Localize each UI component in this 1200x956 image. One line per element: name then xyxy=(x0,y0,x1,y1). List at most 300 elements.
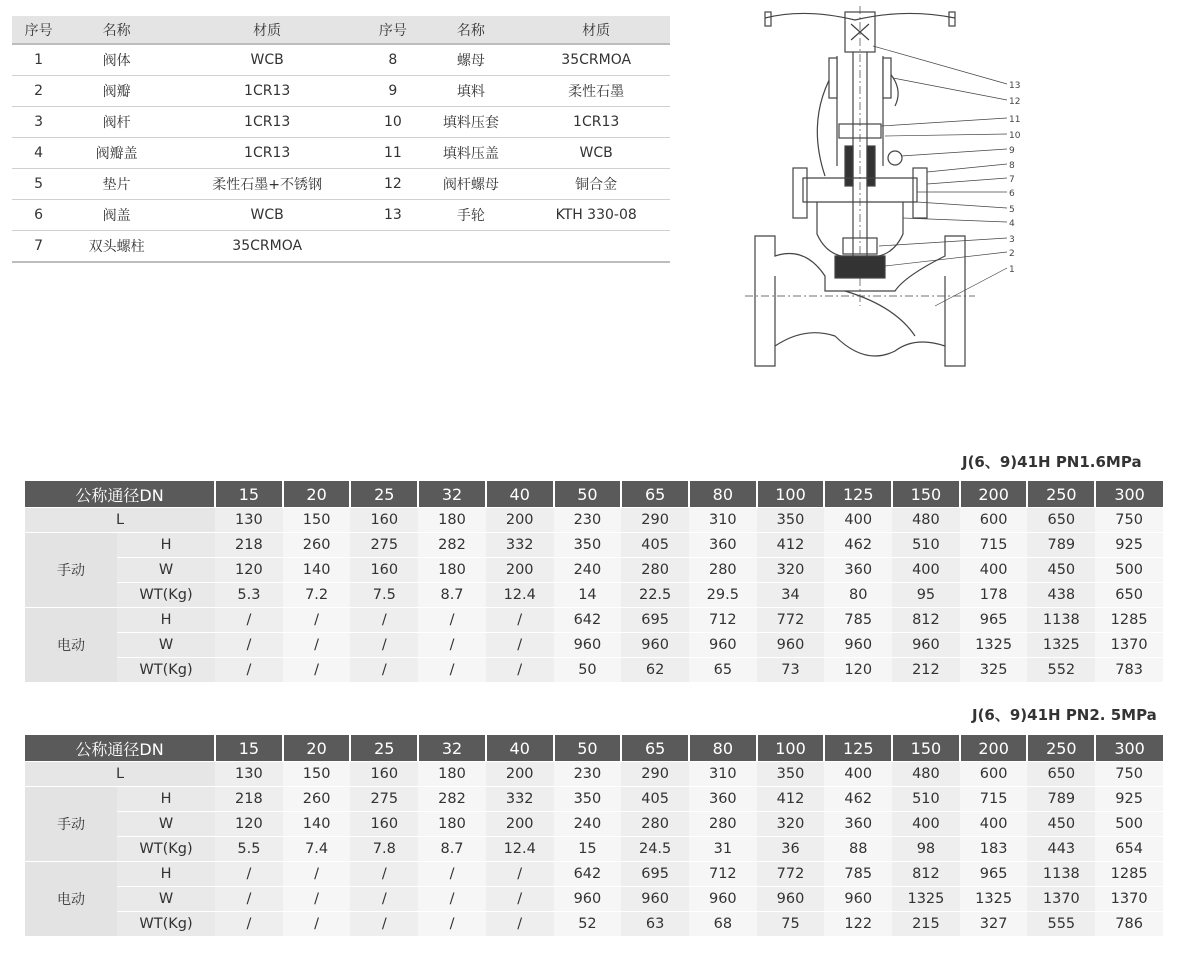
l-value: 130 xyxy=(215,508,283,533)
spec-value: 960 xyxy=(892,633,960,658)
dn-value: 32 xyxy=(418,735,486,762)
spec-value: 400 xyxy=(892,558,960,583)
spec-title-pn16: J(6、9)41H PN1.6MPa xyxy=(962,453,1142,471)
parts-cell: 阀盖 xyxy=(65,200,168,231)
l-value: 480 xyxy=(892,762,960,787)
manual-group-label: 手动 xyxy=(25,787,117,862)
spec-value: 200 xyxy=(486,812,554,837)
spec-value: 218 xyxy=(215,787,283,812)
spec-value: 438 xyxy=(1027,583,1095,608)
spec-manual-row xyxy=(25,533,1163,558)
parts-header-cell: 名称 xyxy=(419,16,522,44)
spec-value: 95 xyxy=(892,583,960,608)
spec-value: 462 xyxy=(824,787,892,812)
parts-header-cell: 材质 xyxy=(168,16,366,44)
spec-value: / xyxy=(418,887,486,912)
spec-value: 282 xyxy=(418,787,486,812)
l-value: 480 xyxy=(892,508,960,533)
spec-value: 786 xyxy=(1095,912,1163,937)
spec-value: 160 xyxy=(350,558,418,583)
spec-value: 785 xyxy=(824,608,892,633)
spec-value: 1370 xyxy=(1095,633,1163,658)
parts-header-cell: 序号 xyxy=(366,16,419,44)
row-label: H xyxy=(117,608,215,633)
l-value: 600 xyxy=(960,762,1028,787)
l-value: 160 xyxy=(350,508,418,533)
parts-cell: 填料压套 xyxy=(419,107,522,138)
l-value: 180 xyxy=(418,508,486,533)
spec-value: 29.5 xyxy=(689,583,757,608)
spec-value: 178 xyxy=(960,583,1028,608)
spec-value: 88 xyxy=(824,837,892,862)
spec-value: 772 xyxy=(757,608,825,633)
dn-label: 公称通径DN xyxy=(25,481,215,508)
l-value: 350 xyxy=(757,762,825,787)
spec-value: 350 xyxy=(554,787,622,812)
spec-value: / xyxy=(418,633,486,658)
spec-value: / xyxy=(283,608,351,633)
parts-row xyxy=(12,76,670,107)
parts-row xyxy=(12,44,670,76)
parts-cell: 柔性石墨 xyxy=(522,76,670,107)
spec-value: 642 xyxy=(554,862,622,887)
callout-label: 12 xyxy=(1009,97,1021,107)
valve-section-svg xyxy=(745,6,1035,384)
dn-value: 80 xyxy=(689,481,757,508)
spec-value: 80 xyxy=(824,583,892,608)
spec-electric-row xyxy=(25,912,1163,937)
l-value: 650 xyxy=(1027,762,1095,787)
spec-value: 960 xyxy=(824,633,892,658)
spec-header-row xyxy=(25,735,1163,762)
parts-cell: 2 xyxy=(12,76,65,107)
spec-value: / xyxy=(486,912,554,937)
spec-value: 275 xyxy=(350,533,418,558)
parts-header-row xyxy=(12,16,670,44)
spec-value: 400 xyxy=(960,558,1028,583)
spec-value: 812 xyxy=(892,608,960,633)
parts-body xyxy=(12,44,670,262)
spec-value: 412 xyxy=(757,533,825,558)
l-value: 200 xyxy=(486,762,554,787)
l-value: 150 xyxy=(283,762,351,787)
spec-value: / xyxy=(215,608,283,633)
parts-cell: 9 xyxy=(366,76,419,107)
spec-value: 240 xyxy=(554,558,622,583)
spec-value: 280 xyxy=(689,812,757,837)
spec-value: 75 xyxy=(757,912,825,937)
spec-value: / xyxy=(215,912,283,937)
dn-value: 40 xyxy=(486,735,554,762)
row-label: WT(Kg) xyxy=(117,912,215,937)
parts-cell xyxy=(419,231,522,263)
parts-cell: 7 xyxy=(12,231,65,263)
parts-cell: 1 xyxy=(12,44,65,76)
spec-value: 120 xyxy=(824,658,892,683)
dn-value: 250 xyxy=(1027,735,1095,762)
parts-cell: 阀杆螺母 xyxy=(419,169,522,200)
spec-value: 7.5 xyxy=(350,583,418,608)
l-value: 400 xyxy=(824,762,892,787)
spec-value: 260 xyxy=(283,787,351,812)
spec-value: 1325 xyxy=(1027,633,1095,658)
l-value: 750 xyxy=(1095,508,1163,533)
spec-value: 360 xyxy=(824,812,892,837)
spec-value: 280 xyxy=(621,812,689,837)
spec-value: 443 xyxy=(1027,837,1095,862)
parts-table xyxy=(12,16,670,263)
parts-cell: 1CR13 xyxy=(168,138,366,169)
spec-value: 1370 xyxy=(1095,887,1163,912)
dn-value: 65 xyxy=(621,735,689,762)
manual-group-label: 手动 xyxy=(25,533,117,608)
spec-value: 712 xyxy=(689,608,757,633)
spec-value: / xyxy=(350,887,418,912)
row-label: WT(Kg) xyxy=(117,583,215,608)
dn-value: 150 xyxy=(892,735,960,762)
spec-value: 960 xyxy=(757,887,825,912)
dn-value: 300 xyxy=(1095,481,1163,508)
spec-value: / xyxy=(486,658,554,683)
parts-row xyxy=(12,200,670,231)
spec-value: 332 xyxy=(486,533,554,558)
l-value: 750 xyxy=(1095,762,1163,787)
spec-value: 965 xyxy=(960,608,1028,633)
spec-value: 400 xyxy=(892,812,960,837)
spec-value: 1285 xyxy=(1095,608,1163,633)
spec-value: 280 xyxy=(689,558,757,583)
spec-value: 712 xyxy=(689,862,757,887)
spec-value: 405 xyxy=(621,533,689,558)
dn-value: 50 xyxy=(554,481,622,508)
l-value: 650 xyxy=(1027,508,1095,533)
spec-value: / xyxy=(350,633,418,658)
l-value: 160 xyxy=(350,762,418,787)
dn-value: 50 xyxy=(554,735,622,762)
parts-row xyxy=(12,169,670,200)
spec-value: 73 xyxy=(757,658,825,683)
l-label: L xyxy=(25,508,215,533)
spec-value: / xyxy=(283,912,351,937)
dn-label: 公称通径DN xyxy=(25,735,215,762)
l-value: 150 xyxy=(283,508,351,533)
parts-row xyxy=(12,138,670,169)
parts-cell: 阀体 xyxy=(65,44,168,76)
spec-value: / xyxy=(283,862,351,887)
spec-header-row xyxy=(25,481,1163,508)
spec-value: 960 xyxy=(621,887,689,912)
row-label: W xyxy=(117,558,215,583)
row-label: W xyxy=(117,633,215,658)
spec-value: 282 xyxy=(418,533,486,558)
electric-group-label: 电动 xyxy=(25,608,117,683)
spec-value: 500 xyxy=(1095,812,1163,837)
l-label: L xyxy=(25,762,215,787)
parts-cell: 手轮 xyxy=(419,200,522,231)
spec-title-pn25: J(6、9)41H PN2. 5MPa xyxy=(972,706,1157,724)
spec-value: 450 xyxy=(1027,558,1095,583)
spec-value: 36 xyxy=(757,837,825,862)
spec-electric-row xyxy=(25,862,1163,887)
spec-value: 1325 xyxy=(960,633,1028,658)
spec-value: 785 xyxy=(824,862,892,887)
parts-cell: 阀杆 xyxy=(65,107,168,138)
row-label: W xyxy=(117,887,215,912)
parts-cell: 35CRMOA xyxy=(168,231,366,263)
spec-value: 450 xyxy=(1027,812,1095,837)
spec-value: 1285 xyxy=(1095,862,1163,887)
spec-value: 960 xyxy=(554,887,622,912)
spec-table-pn16 xyxy=(25,481,1163,683)
dn-value: 65 xyxy=(621,481,689,508)
spec-value: 8.7 xyxy=(418,837,486,862)
callout-label: 3 xyxy=(1009,235,1015,245)
parts-cell: 3 xyxy=(12,107,65,138)
spec-value: 1325 xyxy=(892,887,960,912)
spec-table-pn25 xyxy=(25,735,1163,937)
spec-value: 960 xyxy=(689,887,757,912)
spec-value: 14 xyxy=(554,583,622,608)
spec-value: 140 xyxy=(283,558,351,583)
spec-value: / xyxy=(283,887,351,912)
parts-cell: 35CRMOA xyxy=(522,44,670,76)
spec-value: 120 xyxy=(215,812,283,837)
l-value: 230 xyxy=(554,508,622,533)
spec-value: / xyxy=(350,608,418,633)
callout-label: 6 xyxy=(1009,189,1015,199)
spec-manual-row xyxy=(25,812,1163,837)
spec-value: 789 xyxy=(1027,787,1095,812)
parts-cell xyxy=(366,231,419,263)
parts-cell: 4 xyxy=(12,138,65,169)
parts-cell: 螺母 xyxy=(419,44,522,76)
spec-manual-row xyxy=(25,837,1163,862)
spec-value: 715 xyxy=(960,533,1028,558)
spec-value: / xyxy=(283,633,351,658)
spec-value: 1138 xyxy=(1027,608,1095,633)
spec-value: 63 xyxy=(621,912,689,937)
row-label: WT(Kg) xyxy=(117,658,215,683)
spec-value: 12.4 xyxy=(486,837,554,862)
parts-cell: 1CR13 xyxy=(522,107,670,138)
spec-value: 400 xyxy=(960,812,1028,837)
row-label: H xyxy=(117,533,215,558)
dn-value: 20 xyxy=(283,481,351,508)
spec-value: 960 xyxy=(757,633,825,658)
spec-value: 360 xyxy=(689,787,757,812)
spec-value: 183 xyxy=(960,837,1028,862)
spec-value: 122 xyxy=(824,912,892,937)
callout-label: 7 xyxy=(1009,175,1015,185)
spec-value: 34 xyxy=(757,583,825,608)
spec-value: 360 xyxy=(689,533,757,558)
spec-value: 52 xyxy=(554,912,622,937)
spec-value: 555 xyxy=(1027,912,1095,937)
spec-value: 325 xyxy=(960,658,1028,683)
spec-l-row xyxy=(25,508,1163,533)
spec-value: 180 xyxy=(418,558,486,583)
l-value: 130 xyxy=(215,762,283,787)
spec-value: 5.5 xyxy=(215,837,283,862)
valve-drawing xyxy=(745,6,1035,384)
parts-header-cell: 序号 xyxy=(12,16,65,44)
spec-value: 1138 xyxy=(1027,862,1095,887)
l-value: 180 xyxy=(418,762,486,787)
parts-cell: 阀瓣盖 xyxy=(65,138,168,169)
spec-value: 925 xyxy=(1095,787,1163,812)
spec-value: / xyxy=(418,912,486,937)
parts-cell: 阀瓣 xyxy=(65,76,168,107)
spec-value: 552 xyxy=(1027,658,1095,683)
spec-value: 120 xyxy=(215,558,283,583)
l-value: 310 xyxy=(689,508,757,533)
l-value: 350 xyxy=(757,508,825,533)
dn-value: 150 xyxy=(892,481,960,508)
electric-group-label: 电动 xyxy=(25,862,117,937)
dn-value: 25 xyxy=(350,481,418,508)
spec-value: 1370 xyxy=(1027,887,1095,912)
spec-value: 772 xyxy=(757,862,825,887)
callout-label: 10 xyxy=(1009,131,1021,141)
spec-l-row xyxy=(25,762,1163,787)
parts-cell: 1CR13 xyxy=(168,76,366,107)
spec-value: 965 xyxy=(960,862,1028,887)
l-value: 400 xyxy=(824,508,892,533)
spec-value: 180 xyxy=(418,812,486,837)
dn-value: 200 xyxy=(960,735,1028,762)
spec-value: 332 xyxy=(486,787,554,812)
spec-value: 360 xyxy=(824,558,892,583)
dn-value: 250 xyxy=(1027,481,1095,508)
callout-label: 4 xyxy=(1009,219,1015,229)
spec-value: 7.4 xyxy=(283,837,351,862)
spec-value: 200 xyxy=(486,558,554,583)
callout-label: 2 xyxy=(1009,249,1015,259)
parts-cell: WCB xyxy=(168,200,366,231)
spec-value: 212 xyxy=(892,658,960,683)
parts-cell xyxy=(522,231,670,263)
spec-value: 960 xyxy=(689,633,757,658)
spec-value: 960 xyxy=(554,633,622,658)
spec-value: 62 xyxy=(621,658,689,683)
spec-value: 925 xyxy=(1095,533,1163,558)
spec-value: 960 xyxy=(621,633,689,658)
parts-cell: 铜合金 xyxy=(522,169,670,200)
row-label: H xyxy=(117,862,215,887)
callout-label: 11 xyxy=(1009,115,1021,125)
spec-value: 500 xyxy=(1095,558,1163,583)
spec-value: 218 xyxy=(215,533,283,558)
spec-electric-row xyxy=(25,633,1163,658)
spec-value: 12.4 xyxy=(486,583,554,608)
spec-value: 960 xyxy=(824,887,892,912)
spec-value: / xyxy=(418,608,486,633)
spec-value: 642 xyxy=(554,608,622,633)
callout-label: 5 xyxy=(1009,205,1015,215)
parts-cell: 垫片 xyxy=(65,169,168,200)
spec-value: 98 xyxy=(892,837,960,862)
dn-value: 20 xyxy=(283,735,351,762)
row-label: H xyxy=(117,787,215,812)
spec-value: 320 xyxy=(757,558,825,583)
parts-row xyxy=(12,231,670,263)
dn-value: 100 xyxy=(757,735,825,762)
spec-value: / xyxy=(486,608,554,633)
spec-value: 260 xyxy=(283,533,351,558)
spec-value: / xyxy=(418,862,486,887)
l-value: 310 xyxy=(689,762,757,787)
spec-value: 160 xyxy=(350,812,418,837)
spec-value: 24.5 xyxy=(621,837,689,862)
parts-cell: WCB xyxy=(522,138,670,169)
row-label: WT(Kg) xyxy=(117,837,215,862)
callout-label: 8 xyxy=(1009,161,1015,171)
parts-cell: 8 xyxy=(366,44,419,76)
parts-header-cell: 名称 xyxy=(65,16,168,44)
parts-row xyxy=(12,107,670,138)
spec-value: 140 xyxy=(283,812,351,837)
parts-header-cell: 材质 xyxy=(522,16,670,44)
spec-electric-row xyxy=(25,658,1163,683)
spec-value: 650 xyxy=(1095,583,1163,608)
l-value: 290 xyxy=(621,508,689,533)
callout-label: 9 xyxy=(1009,146,1015,156)
spec-value: / xyxy=(418,658,486,683)
parts-cell: 填料压盖 xyxy=(419,138,522,169)
dn-value: 25 xyxy=(350,735,418,762)
dn-value: 80 xyxy=(689,735,757,762)
spec-value: 715 xyxy=(960,787,1028,812)
spec-value: 405 xyxy=(621,787,689,812)
spec-value: 812 xyxy=(892,862,960,887)
spec-manual-row xyxy=(25,787,1163,812)
l-value: 200 xyxy=(486,508,554,533)
spec-value: 462 xyxy=(824,533,892,558)
parts-cell: 柔性石墨+不锈钢 xyxy=(168,169,366,200)
parts-cell: 11 xyxy=(366,138,419,169)
spec-value: / xyxy=(215,633,283,658)
dn-value: 40 xyxy=(486,481,554,508)
callout-label: 1 xyxy=(1009,265,1015,275)
spec-value: / xyxy=(350,862,418,887)
spec-manual-row xyxy=(25,583,1163,608)
spec-value: 412 xyxy=(757,787,825,812)
parts-cell: 10 xyxy=(366,107,419,138)
spec-value: / xyxy=(350,658,418,683)
l-value: 290 xyxy=(621,762,689,787)
spec-manual-row xyxy=(25,558,1163,583)
spec-value: 510 xyxy=(892,787,960,812)
spec-value: / xyxy=(486,887,554,912)
spec-value: 350 xyxy=(554,533,622,558)
spec-value: 654 xyxy=(1095,837,1163,862)
l-value: 230 xyxy=(554,762,622,787)
spec-value: 327 xyxy=(960,912,1028,937)
parts-cell: 6 xyxy=(12,200,65,231)
spec-value: 695 xyxy=(621,862,689,887)
spec-value: 15 xyxy=(554,837,622,862)
dn-value: 125 xyxy=(824,481,892,508)
spec-value: / xyxy=(215,862,283,887)
parts-cell: 12 xyxy=(366,169,419,200)
spec-value: / xyxy=(215,887,283,912)
parts-cell: 13 xyxy=(366,200,419,231)
spec-value: 65 xyxy=(689,658,757,683)
parts-cell: 1CR13 xyxy=(168,107,366,138)
dn-value: 300 xyxy=(1095,735,1163,762)
spec-value: 7.8 xyxy=(350,837,418,862)
spec-value: / xyxy=(283,658,351,683)
